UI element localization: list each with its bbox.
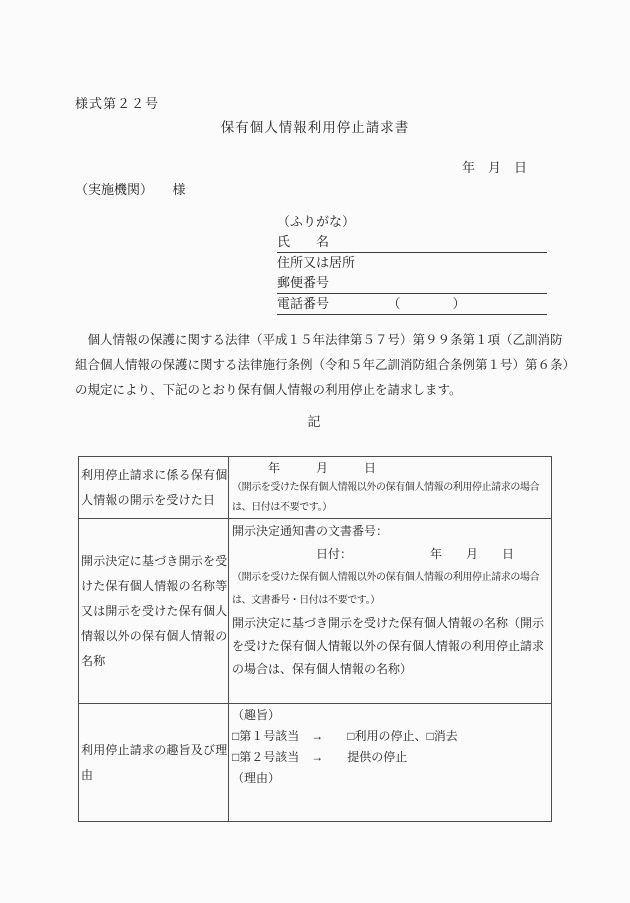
address-field: 住所又は居所 <box>277 255 356 270</box>
note-line: は、日付は不要です。） <box>232 502 332 513</box>
date-blank: 年 月 日 <box>232 461 377 475</box>
label-line: 又は開示を受けた保有個人 <box>81 603 228 618</box>
statement-line: 組合個人情報の保護に関する法律施行条例（令和５年乙訓消防組合条例第１号）第６条） <box>75 358 576 372</box>
notice-doc-number-field: 開示決定通知書の文書番号： <box>232 524 389 538</box>
label-line: 由 <box>81 767 94 782</box>
row-label-disclosure-date <box>79 457 229 519</box>
label-line: 人情報の開示を受けた日 <box>81 492 216 507</box>
info-name-description: の場合は、保有個人情報の名称） <box>232 662 413 676</box>
statement-line: の規定により、下記のとおり保有個人情報の利用停止を請求します。 <box>75 383 462 397</box>
info-name-description: を受けた保有個人情報以外の保有個人情報の利用停止請求 <box>232 639 545 653</box>
ki-marker: 記 <box>307 414 323 429</box>
purpose-heading: （趣旨） <box>232 708 281 722</box>
name-field: 氏 名 <box>277 232 547 253</box>
postal-code-field: 郵便番号 <box>277 273 547 294</box>
notice-date-field: 日付： 年 月 日 <box>232 547 515 561</box>
label-line: 利用停止請求に係る保有個 <box>81 467 228 482</box>
row-content-purpose-reason <box>229 704 552 822</box>
row-content-information-name <box>229 519 552 704</box>
phone-field: 電話番号 （ ） <box>277 294 547 315</box>
row-label-purpose-reason <box>79 704 229 822</box>
row-label-information-name <box>79 519 229 704</box>
info-name-description: 開示決定に基づき開示を受けた保有個人情報の名称（開示 <box>232 616 545 630</box>
label-line: 開示決定に基づき開示を受 <box>81 553 228 568</box>
statement-line: 個人情報の保護に関する法律（平成１５年法律第５７号）第９９条第１項（乙訓消防 <box>75 333 563 347</box>
label-line: けた保有個人情報の名称等 <box>81 578 228 593</box>
label-line: 情報以外の保有個人情報の <box>81 628 228 643</box>
note-line: は、文書番号・日付は不要です。） <box>232 595 380 606</box>
table-row <box>79 519 552 704</box>
note-line: （開示を受けた保有個人情報以外の保有個人情報の利用停止請求の場合 <box>232 572 540 583</box>
reason-heading: （理由） <box>232 771 281 785</box>
checkbox-option-1: □第１号該当 → □利用の停止、□消去 <box>232 729 458 743</box>
addressee: （実施機関） 様 <box>75 182 186 197</box>
date-field: 年 月 日 <box>461 160 527 175</box>
page-title: 保有個人情報利用停止請求書 <box>220 120 410 135</box>
request-details-table <box>78 456 552 822</box>
legal-statement <box>75 328 575 403</box>
label-line: 利用停止請求の趣旨及び理 <box>81 742 228 757</box>
checkbox-option-2: □第２号該当 → 提供の停止 <box>232 750 408 764</box>
table-row <box>79 457 552 519</box>
applicant-block <box>277 212 547 315</box>
furigana-label: （ふりがな） <box>277 214 356 229</box>
label-line: 名称 <box>81 653 106 668</box>
row-content-disclosure-date <box>229 457 552 519</box>
table-row <box>79 704 552 822</box>
form-number: 様式第２２号 <box>75 96 160 111</box>
note-line: （開示を受けた保有個人情報以外の保有個人情報の利用停止請求の場合 <box>232 482 540 493</box>
